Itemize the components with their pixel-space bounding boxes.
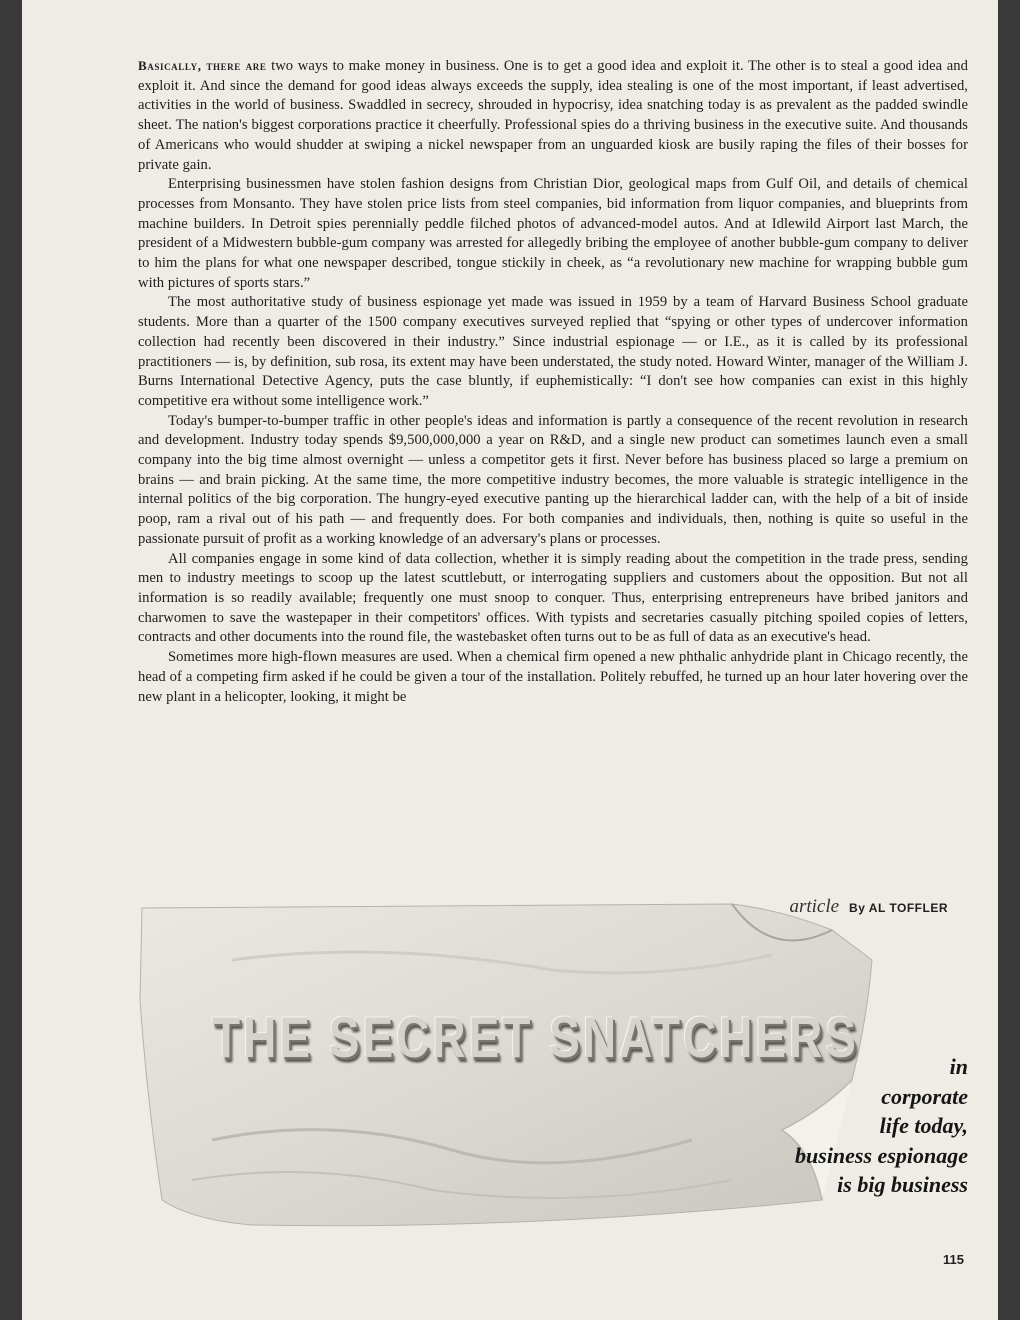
- article-paragraph-1: Basically, there are two ways to make money in business. One is to get a good idea and exploit it. The other is to steal a good idea and exploit it. And since the demand for good ideas always exceeds the supply, idea stealing is one of the most important, if least advertised, activities in the world of business. Swaddled in secrecy, shrouded in hypocrisy, idea snatching today is as prevalent as the padded swindle sheet. The nation's biggest corporations practice it cheerfully. Professional spies do a thriving business in the executive suite. And thousands of Americans who would shudder at swiping a nickel newspaper from an unguarded kiosk are busily raping the files of their bosses for private gain.: [138, 58, 968, 173]
- tagline: [738, 1052, 968, 1200]
- article-paragraph-6: Sometimes more high-flown measures are used. When a chemical firm opened a new phthalic anhydride plant in Chicago recently, the head of a competing firm asked if he could be given a tour of the installation. Politely rebuffed, he turned up an hour later hovering over the new plant in a helicopter, looking, it might be: [138, 649, 968, 705]
- magazine-page: [22, 0, 998, 1320]
- author-name: By AL TOFFLER: [849, 901, 948, 915]
- page-number: 115: [943, 1252, 964, 1267]
- section-kicker: article: [789, 896, 840, 917]
- headline: THE SECRET SNATCHERS: [212, 1004, 859, 1070]
- lead-in: Basically, there are: [138, 58, 267, 73]
- article-paragraph-5: All companies engage in some kind of data collection, whether it is simply reading about the competition in the trade press, sending men to industry meetings to scoop up the latest scuttlebutt, or interrogating suppliers and customers about the opposition. But not all information is so readily available; frequently one must snoop to conquer. Thus, enterprising entrepreneurs have bribed janitors and charwomen to save the wastepaper in their competitors' offices. With typists and secretaries casually pitching spoiled copies of letters, contracts and other documents into the round file, the wastebasket often turns out to be as full of data as an executive's head.: [138, 550, 968, 646]
- article-body: [138, 56, 968, 707]
- byline: [789, 896, 948, 918]
- tagline-line-4: business espionage: [795, 1142, 968, 1168]
- tagline-line-3: life today,: [879, 1113, 968, 1138]
- article-paragraph-3: The most authoritative study of business espionage yet made was issued in 1959 by a team of Harvard Business School graduate students. More than a quarter of the 1500 company executives surveyed replied that “spying or other types of undercover information collection had recently been discovered in their industry.” Since industrial espionage — or I.E., as it is called by its professional practitioners — is, by definition, sub rosa, its extent may have been understated, the study noted. Howard Winter, manager of the William J. Burns International Detective Agency, puts the case bluntly, if euphemistically: “I don't see how companies can exist in this highly competitive era without some intelligence work.”: [138, 294, 968, 409]
- article-paragraph-2: Enterprising businessmen have stolen fashion designs from Christian Dior, geological maps from Gulf Oil, and details of chemical processes from Monsanto. They have stolen price lists from steel companies, bid information from liquor companies, and blueprints from machine builders. In Detroit spies perennially peddle filched photos of advanced-model autos. And at Idlewild Airport last March, the president of a Midwestern bubble-gum company was arrested for allegedly bribing the employee of another bubble-gum company to deliver to him the plans for what one newspaper described, tongue stickily in cheek, as “a revolutionary new machine for wrapping bubble gum with pictures of sports stars.”: [138, 176, 968, 291]
- tagline-line-2: corporate: [881, 1083, 968, 1109]
- tagline-line-1: in: [949, 1054, 968, 1079]
- article-paragraph-4: Today's bumper-to-bumper traffic in other people's ideas and information is partly a consequence of the recent revolution in research and development. Industry today spends $9,500,000,000 a year on R&D, and a single new product can sometimes launch even a small company into the big time almost overnight — unless a competitor gets it first. Never before has business placed so large a premium on brains — and brain picking. At the same time, the more competitive industry becomes, the more valuable is strategic intelligence in the internal politics of the big corporation. The hungry-eyed executive panting up the hierarchical ladder can, with the help of a bit of inside poop, ram a rival out of his path — and frequently does. For both companies and individuals, then, nothing is quite so useful in the passionate pursuit of profit as a working knowledge of an adversary's plans or processes.: [138, 412, 968, 547]
- tagline-line-5: is big business: [837, 1172, 968, 1197]
